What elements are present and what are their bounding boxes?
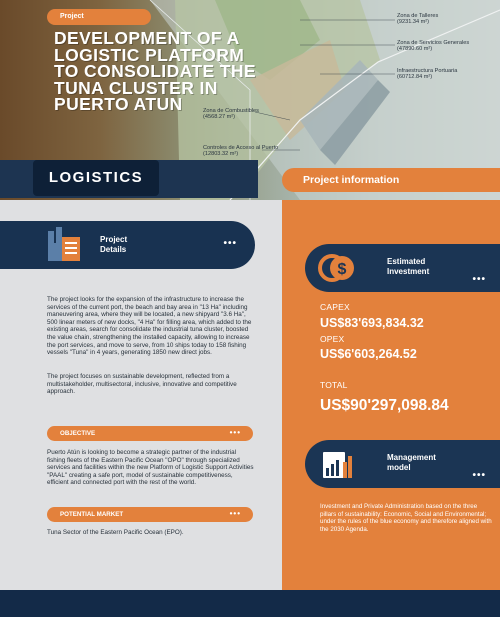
project-focus: The project focuses on sustainable development, reflected from a multistakeholder, multisectoral, inclusive, innovative and competitive approach. — [47, 373, 237, 396]
map-label: Infraestructura Portuaria (60712.84 m²) — [397, 68, 458, 81]
more-icon[interactable]: ••• — [229, 509, 241, 518]
more-icon[interactable]: ••• — [472, 470, 486, 481]
footer-bar — [0, 590, 500, 617]
total-label: TOTAL — [320, 380, 348, 390]
map-label: Controles de Acceso al Puerto (12803.32 m²) — [203, 145, 279, 158]
capex-label: CAPEX — [320, 302, 350, 312]
more-icon[interactable]: ••• — [229, 428, 241, 437]
management-model-title: Management — [387, 453, 436, 462]
objective-text: Puerto Atún is looking to become a strategic partner of the industrial fishing fleets of the Eastern Pacific Ocean "OPO" through specialized services and facilities within the new Platform of Logistic Support Activities "PAAL" creating a safe port, model of sustainable competitiveness, efficient and connected port with the rest of the world. — [47, 449, 254, 487]
management-model-card: Management model ••• — [305, 440, 500, 488]
capex-value: US$83'693,834.32 — [320, 316, 424, 330]
project-details-card: Project Details ••• — [33, 221, 255, 269]
more-icon[interactable]: ••• — [472, 274, 486, 285]
project-tag: Project — [47, 9, 151, 25]
map-label: Zona de Servicios Generales (47890.60 m²) — [397, 40, 470, 53]
dollar-coin-icon — [317, 248, 357, 288]
project-information-header: Project information — [282, 168, 500, 192]
project-details-title: Project — [100, 235, 128, 244]
estimated-investment-title: Estimated — [387, 257, 426, 266]
bar-chart-icon — [317, 444, 357, 484]
factory-icon — [44, 225, 84, 265]
map-label: Zona de Combustibles (4568.27 m²) — [203, 108, 259, 121]
opex-label: OPEX — [320, 334, 345, 344]
more-icon[interactable]: ••• — [223, 238, 237, 249]
page-title: DEVELOPMENT OF A LOGISTIC PLATFORM TO CONSOLIDATE THE TUNA CLUSTER IN PUERTO ATUN — [54, 28, 256, 114]
potential-market-header: POTENTIAL MARKET ••• — [47, 507, 253, 522]
map-label: Zona de Talleres (9231.34 m²) — [397, 13, 439, 26]
estimated-investment-card: $ Estimated Investment ••• — [305, 244, 500, 292]
category-label: LOGISTICS — [33, 160, 159, 196]
svg-text:$: $ — [337, 261, 347, 278]
potential-market-text: Tuna Sector of the Eastern Pacific Ocean (EPO). — [47, 529, 184, 536]
objective-header: OBJECTIVE ••• — [47, 426, 253, 441]
total-value: US$90'297,098.84 — [320, 397, 449, 414]
project-description: The project looks for the expansion of the infrastructure to increase the services of the current port, the beach and bay area in "13 Ha" including maneuvering area, where they will be located, a new shipyard "3.6 Ha", 500 linear meters of new docks, "4 Ha" for filling area, which added to the existing areas, search for consolidate the industrial tuna cluster, boosted the value chain, strengthening the installed capacity, allowing to increase the port services, and move to serve, from 10 ships today to 158 fishing vessels "Tuna" in 4 years, generating 1850 new direct jobs. — [47, 296, 252, 357]
management-model-text: Investment and Private Administration based on the three pillars of sustainability: Economic, Social and Environmental; under the rules of the blue economy and therefore aligned with the 2030 Agenda. — [320, 503, 492, 533]
opex-value: US$6'603,264.52 — [320, 347, 417, 361]
